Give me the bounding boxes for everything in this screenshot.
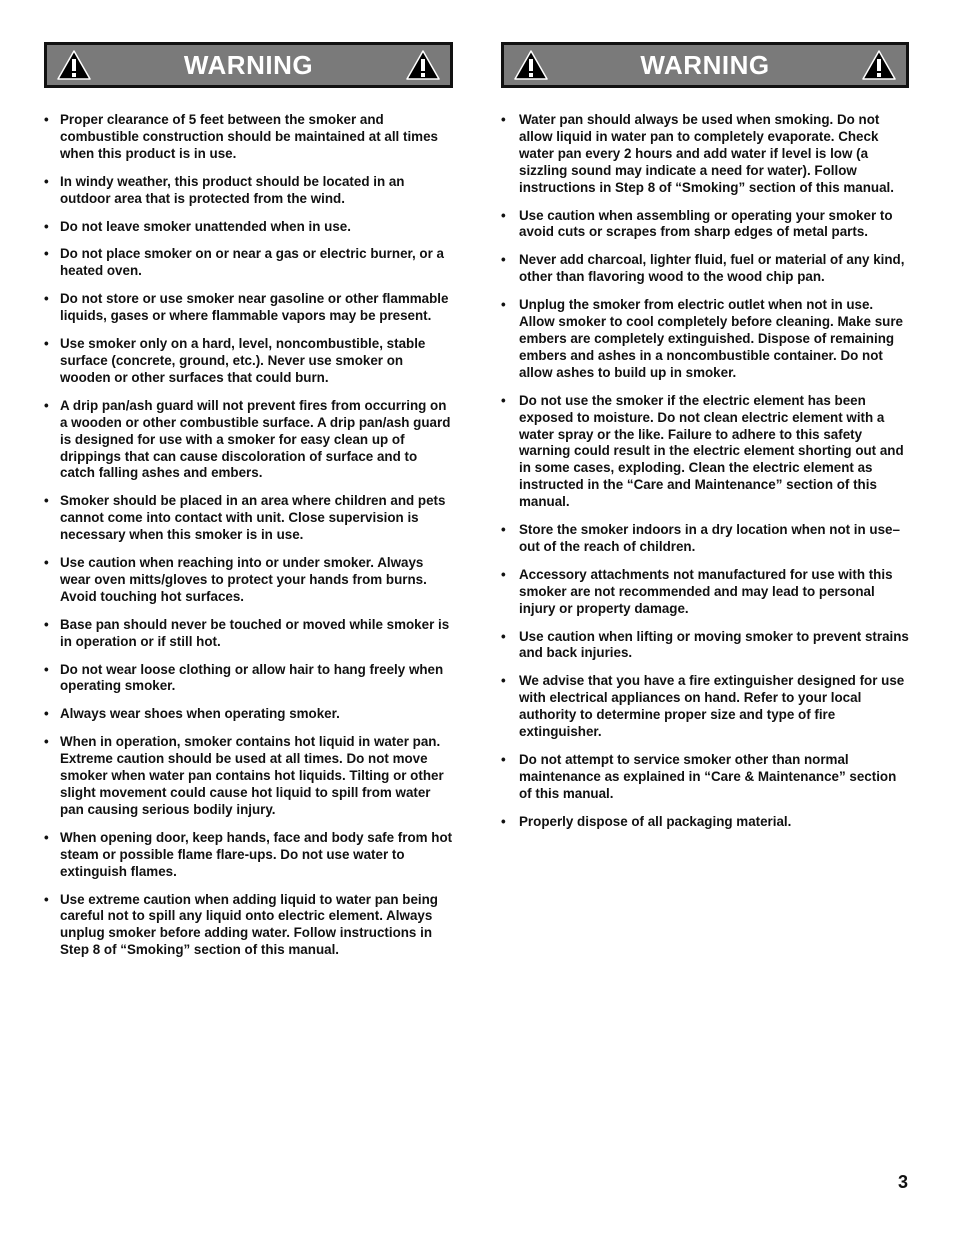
list-item [44, 555, 453, 606]
list-item-text: Use caution when lifting or moving smoker to prevent strains and back injuries. [519, 628, 909, 661]
list-item-text: Do not wear loose clothing or allow hair to hang freely when operating smoker. [60, 661, 444, 694]
list-item [501, 522, 909, 556]
warning-triangle-icon [514, 50, 548, 80]
list-item [501, 112, 909, 197]
bullet: • [501, 522, 506, 538]
list-item [44, 112, 453, 163]
list-item-text: Store the smoker indoors in a dry location when not in use–out of the reach of children. [519, 522, 900, 554]
bullet: • [44, 493, 49, 509]
list-item-text: When in operation, smoker contains hot liquid in water pan. Extreme caution should be used at all times. Do not move smoker when water pan contains hot liquids. Tilting or other slight movement could cause hot liquid to spill from water pan causing serious bodily injury. [60, 734, 444, 817]
bullet: • [44, 706, 49, 722]
list-item-text: Water pan should always be used when smoking. Do not allow liquid in water pan to completely evaporate. Check water pan every 2 hours and add water if level is low (a sizzling sound may indicate a need for water). Follow instructions in Step 8 of “Smoking” section of this manual. [519, 112, 894, 195]
bullet: • [501, 628, 506, 644]
list-item [501, 567, 909, 618]
bullet: • [501, 813, 506, 829]
list-item [501, 252, 909, 286]
bullet: • [44, 555, 49, 571]
warning-header-left [44, 42, 453, 88]
list-item-text: A drip pan/ash guard will not prevent fires from occurring on a wooden or other combustible surface. A drip pan/ash guard is designed for use with a smoker for easy clean up of drippings that can cause discoloration of surface and to catch falling ashes and embers. [60, 397, 451, 481]
list-item-text: Do not leave smoker unattended when in use. [60, 218, 351, 234]
bullet: • [501, 392, 506, 408]
warning-list-left [44, 112, 453, 959]
bullet: • [501, 566, 506, 582]
left-column [44, 42, 453, 970]
bullet: • [44, 246, 49, 262]
warning-triangle-icon [862, 50, 896, 80]
warning-triangle-icon [406, 50, 440, 80]
list-item-text: Always wear shoes when operating smoker. [60, 706, 340, 722]
list-item [44, 219, 453, 236]
list-item [44, 734, 453, 819]
bullet: • [501, 673, 506, 689]
list-item-text: Use caution when reaching into or under smoker. Always wear oven mitts/gloves to protect your hands from burns. Avoid touching hot surfaces. [60, 555, 427, 604]
bullet: • [44, 829, 49, 845]
bullet: • [44, 661, 49, 677]
list-item-text: Smoker should be placed in an area where children and pets cannot come into contact with unit. Close supervision is necessary when this smoker is in use. [60, 493, 446, 543]
list-item-text: Use smoker only on a hard, level, noncombustible, stable surface (concrete, ground, etc.). Never use smoker on wooden or other surfaces that could burn. [60, 336, 426, 385]
list-item-text: When opening door, keep hands, face and body safe from hot steam or possible flame flare-ups. Do not use water to extinguish flames. [60, 829, 453, 879]
bullet: • [44, 891, 49, 907]
bullet: • [44, 336, 49, 352]
list-item-text: Do not store or use smoker near gasoline or other flammable liquids, gases or where flammable vapors may be present. [60, 291, 449, 324]
bullet: • [501, 207, 506, 223]
bullet: • [44, 218, 49, 234]
list-item-text: Base pan should never be touched or moved while smoker is in operation or if still hot. [60, 616, 450, 649]
list-item-text: In windy weather, this product should be located in an outdoor area that is protected from the wind. [60, 173, 405, 206]
list-item-text: Unplug the smoker from electric outlet when not in use. Allow smoker to cool completely before cleaning. Make sure embers are completely extinguished. Dispose of remaining embers and ashes in a noncombustible container. Do not allow ashes to build up in smoker. [519, 297, 903, 380]
list-item-text: Use caution when assembling or operating your smoker to avoid cuts or scrapes from sharp edges of metal parts. [519, 207, 893, 240]
list-item [44, 617, 453, 651]
list-item [501, 393, 909, 511]
list-item-text: Use extreme caution when adding liquid to water pan being careful not to spill any liquid onto electric element. Always unplug smoker before adding water. Follow instructions in Step 8 of “Smoking” section of this manual. [60, 891, 438, 958]
list-item-text: Never add charcoal, lighter fluid, fuel or material of any kind, other than flavoring wood to the wood chip pan. [519, 252, 905, 285]
bullet: • [501, 297, 506, 313]
list-item [44, 706, 453, 723]
bullet: • [44, 291, 49, 307]
bullet: • [501, 112, 506, 127]
list-item-text: Accessory attachments not manufactured for use with this smoker are not recommended and may lead to personal injury or property damage. [519, 566, 893, 616]
list-item [44, 336, 453, 387]
list-item-text: Do not use the smoker if the electric element has been exposed to moisture. Do not clean electric element with a water spray or the like. Failure to adhere to this safety warning could result in the electric element shorting out and in some cases, exploding. Clean the electric element as instructed in the “Care and Maintenance” section of this manual. [519, 392, 904, 510]
bullet: • [44, 616, 49, 632]
warning-title: WARNING [640, 50, 770, 80]
list-item [44, 246, 453, 280]
list-item [501, 208, 909, 242]
list-item [501, 752, 909, 803]
list-item [501, 297, 909, 382]
warning-triangle-icon [57, 50, 91, 80]
list-item [44, 892, 453, 960]
bullet: • [44, 734, 49, 750]
warning-title: WARNING [183, 50, 314, 80]
list-item-text: We advise that you have a fire extinguisher designed for use with electrical appliances on hand. Refer to your local authority to determine proper size and type of fire extinguisher. [519, 673, 905, 740]
bullet: • [501, 252, 506, 268]
page-number: 3 [898, 1172, 909, 1192]
list-item-text: Do not place smoker on or near a gas or electric burner, or a heated oven. [60, 246, 444, 279]
list-item-text: Proper clearance of 5 feet between the smoker and combustible construction should be maintained at all times when this product is in use. [60, 112, 438, 161]
list-item [44, 830, 453, 881]
warning-list-right [501, 112, 909, 831]
list-item [44, 662, 453, 696]
list-item-text: Do not attempt to service smoker other than normal maintenance as explained in “Care & Maintenance” section of this manual. [519, 752, 897, 801]
bullet: • [44, 397, 49, 413]
list-item [44, 291, 453, 325]
list-item-text: Properly dispose of all packaging material. [519, 813, 792, 829]
list-item [501, 673, 909, 741]
warning-header-right [501, 42, 909, 88]
list-item [44, 174, 453, 208]
list-item [44, 398, 453, 483]
bullet: • [44, 173, 49, 189]
bullet: • [501, 752, 506, 767]
bullet: • [44, 112, 49, 127]
list-item [501, 814, 909, 831]
right-column [501, 42, 909, 842]
list-item [501, 629, 909, 663]
list-item [44, 493, 453, 544]
